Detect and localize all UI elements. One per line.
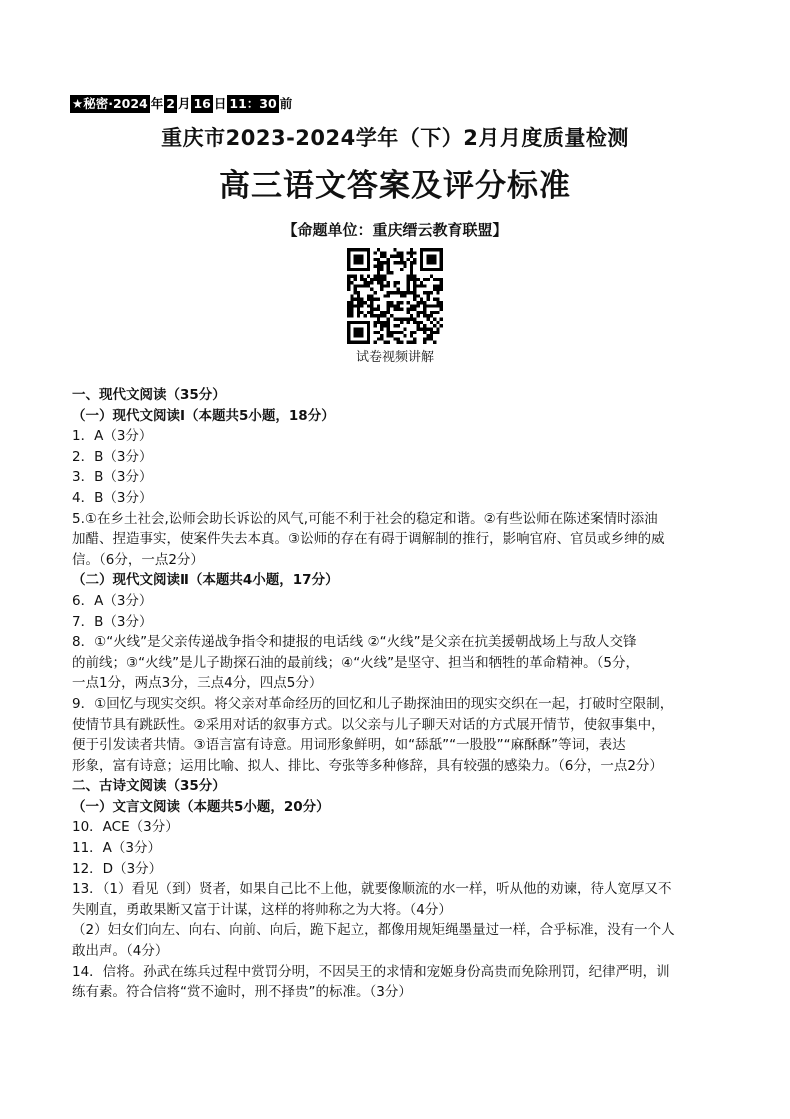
answer-line: 4．B（3分） bbox=[72, 489, 153, 506]
answer-line: 2．B（3分） bbox=[72, 448, 153, 465]
secret-part: 日 bbox=[213, 96, 227, 111]
answer-line: 7．B（3分） bbox=[72, 613, 153, 630]
answer-line: 11．A（3分） bbox=[72, 840, 162, 857]
answer-line: 13．（1）看见（到）贤者，如果自己比不上他，就要像顺流的水一样，听从他的劝谏，待人宽厚又不 bbox=[72, 881, 672, 898]
answer-line: （2）妇女们向左、向右、向前、向后，跪下起立，都像用规矩绳墨量过一样，合乎标准，没有一个人 bbox=[72, 922, 675, 939]
section-heading: 一、现代文阅读（35分） bbox=[72, 387, 226, 403]
section-heading: （一）文言文阅读（本题共5小题，20分） bbox=[72, 798, 330, 815]
answer-line: 8．①“火线”是父亲传递战争指令和捷报的电话线 ②“火线”是父亲在抗美援朝战场上与敌人交锋 bbox=[72, 634, 637, 651]
answer-line: 12．D（3分） bbox=[72, 860, 163, 877]
secret-part: 前 bbox=[279, 96, 293, 111]
issuing-unit: 【命题单位：重庆缙云教育联盟】 bbox=[282, 221, 508, 239]
answer-line: 练有素。符合信将“赏不逾时，刑不择贵”的标准。（3分） bbox=[72, 984, 412, 1001]
answer-line: 10．ACE（3分） bbox=[72, 819, 179, 836]
answer-line: 信。（6分，一点2分） bbox=[72, 551, 204, 568]
answer-line: 加醋、捏造事实，使案件失去本真。③讼师的存在有碍于调解制的推行，影响官府、官员或乡绅的威 bbox=[72, 531, 665, 548]
answer-content bbox=[72, 385, 724, 1003]
secret-part: 2 bbox=[166, 96, 175, 111]
answer-line: 1．A（3分） bbox=[72, 428, 153, 445]
answer-line: 的前线；③“火线”是儿子勘探石油的最前线；④“火线”是坚守、担当和牺牲的革命精神。（5分， bbox=[72, 654, 640, 671]
section-heading: （二）现代文阅读Ⅱ（本题共4小题，17分） bbox=[72, 572, 339, 589]
secret-part: 年 bbox=[150, 96, 164, 111]
qr-code[interactable] bbox=[347, 248, 443, 344]
answer-line: 一点1分，两点3分，三点4分，四点5分） bbox=[72, 675, 323, 692]
answer-line: 失刚直，勇敢果断又富于计谋，这样的将帅称之为大将。（4分） bbox=[72, 901, 452, 918]
secret-part: 16 bbox=[193, 96, 211, 111]
answer-line: 形象，富有诗意；运用比喻、拟人、排比、夸张等多种修辞，具有较强的感染力。（6分，一点2分） bbox=[72, 757, 663, 774]
section-heading: 二、古诗文阅读（35分） bbox=[72, 778, 226, 795]
secret-part: 月 bbox=[177, 96, 191, 111]
secret-part: ★秘密·2024 bbox=[72, 96, 148, 111]
section-heading: （一）现代文阅读Ⅰ（本题共5小题，18分） bbox=[72, 407, 335, 424]
answer-key-title: 高三语文答案及评分标准 bbox=[219, 168, 571, 204]
answer-line: 3．B（3分） bbox=[72, 469, 153, 486]
answer-line: 使情节具有跳跃性。②采用对话的叙事方式。以父亲与儿子聊天对话的方式展开情节，使叙事集中， bbox=[72, 716, 665, 733]
answer-line: 便于引发读者共情。③语言富有诗意。用词形象鲜明，如“舔舐”“一股股”“麻酥酥”等词，表达 bbox=[72, 737, 626, 754]
answer-line: 敢出声。（4分） bbox=[72, 943, 169, 960]
qr-caption: 试卷视频讲解 bbox=[355, 350, 434, 365]
answer-line: 14．信将。孙武在练兵过程中赏罚分明，不因吴王的求情和宠姬身份高贵而免除刑罚，纪律严明，训 bbox=[72, 963, 670, 980]
confidential-stamp bbox=[70, 95, 293, 113]
answer-line: 5.①在乡土社会,讼师会助长诉讼的风气,可能不利于社会的稳定和谐。②有些讼师在陈述案情时添油 bbox=[72, 510, 658, 527]
answer-line: 6．A（3分） bbox=[72, 592, 153, 609]
exam-title: 重庆市2023-2024学年（下）2月月度质量检测 bbox=[161, 126, 629, 150]
secret-part: 11：30 bbox=[229, 96, 277, 111]
answer-line: 9．①回忆与现实交织。将父亲对革命经历的回忆和儿子勘探油田的现实交织在一起，打破时空限制， bbox=[72, 695, 674, 712]
